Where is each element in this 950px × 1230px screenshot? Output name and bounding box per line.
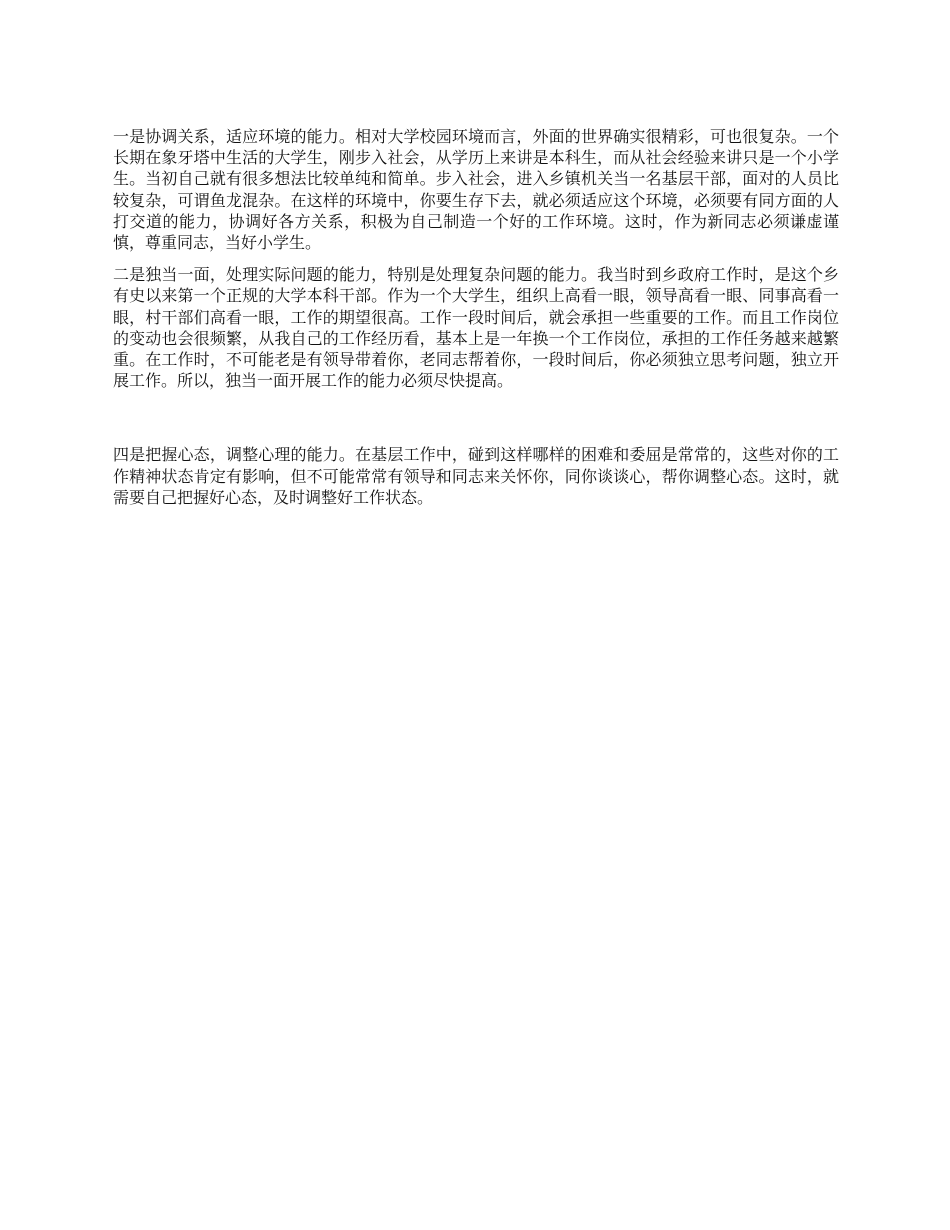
paragraph-mindset: 四是把握心态，调整心理的能力。在基层工作中，碰到这样哪样的困难和委屈是常常的，这些对你的工作精神状态肯定有影响，但不可能常常有领导和同志来关怀你，同你谈谈心，帮你调整心态。这时，就需要自己把握好心态，及时调整好工作状态。 <box>113 445 839 507</box>
paragraph-coordination: 一是协调关系，适应环境的能力。相对大学校园环境而言，外面的世界确实很精彩，可也很复杂。一个长期在象牙塔中生活的大学生，刚步入社会，从学历上来讲是本科生，而从社会经验来讲只是一个小学生。当初自己就有很多想法比较单纯和简单。步入社会，进入乡镇机关当一名基层干部，面对的人员比较复杂，可谓鱼龙混杂。在这样的环境中，你要生存下去，就必须适应这个环境，必须要有同方面的人打交道的能力，协调好各方关系，积极为自己制造一个好的工作环境。这时，作为新同志必须谦虚谨慎，尊重同志，当好小学生。 <box>113 127 839 253</box>
paragraph-independence: 二是独当一面，处理实际问题的能力，特别是处理复杂问题的能力。我当时到乡政府工作时，是这个乡有史以来第一个正规的大学本科干部。作为一个大学生，组织上高看一眼，领导高看一眼、同事高看一眼，村干部们高看一眼，工作的期望很高。工作一段时间后，就会承担一些重要的工作。而且工作岗位的变动也会很频繁，从我自己的工作经历看，基本上是一年换一个工作岗位，承担的工作任务越来越繁重。在工作时，不可能老是有领导带着你，老同志帮着你，一段时间后，你必须独立思考问题，独立开展工作。所以，独当一面开展工作的能力必须尽快提高。 <box>113 265 839 391</box>
document-body <box>113 126 839 508</box>
